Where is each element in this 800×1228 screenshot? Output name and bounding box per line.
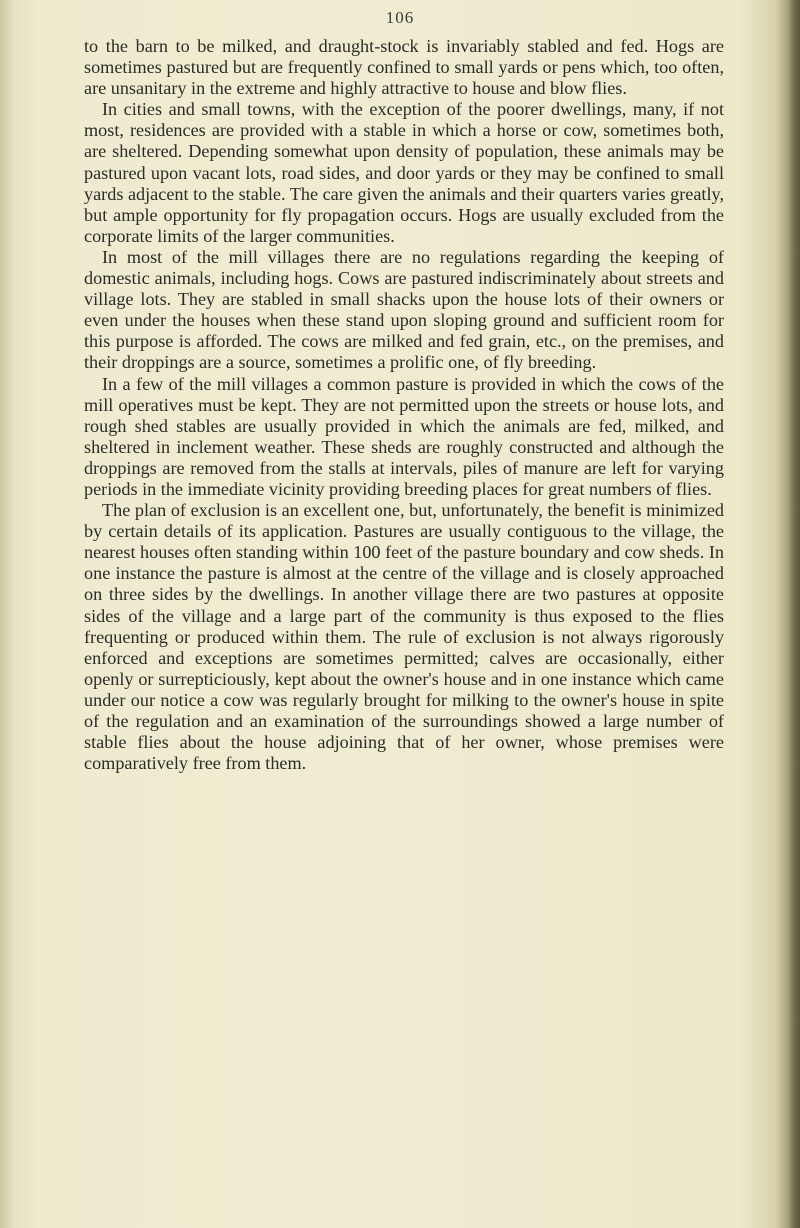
paragraph-exclusion-plan: The plan of exclusion is an excellent one, but, unfortunately, the benefit is minimized by certain details of its application. Pastures are usually contiguous to the village, the nearest houses often standing within 100 feet of the pasture boundary and cow sheds. In one instance the pasture is almost at the centre of the village and is closely approached on three sides by the dwellings. In another village there are two pastures at opposite sides of the village and a large part of the community is thus exposed to the flies frequenting or produced within them. The rule of exclusion is not always rigorously enforced and exceptions are sometimes permitted; calves are occasionally, either openly or surrepticiously, kept about the owner's house and in one instance which came under our notice a cow was regularly brought for milking to the owner's house in spite of the regulation and an examination of the surroundings showed a large number of stable flies about the house adjoining that of her owner, whose premises were comparatively free from them. [84,500,724,774]
paragraph-common-pasture: In a few of the mill villages a common pasture is provided in which the cows of the mill operatives must be kept. They are not permitted upon the streets or house lots, and rough shed stables are usually provided in which the animals are fed, milked, and sheltered in inclement weather. These sheds are roughly constructed and although the droppings are removed from the stalls at intervals, piles of manure are left for varying periods in the immediate vicinity providing breeding places for great numbers of flies. [84,373,724,499]
paragraph-continued: to the barn to be milked, and draught-stock is invariably stabled and fed. Hogs are sometimes pastured but are frequently confined to small yards or pens which, too often, are unsanitary in the extreme and highly attractive to house and blow flies. [84,36,724,99]
paragraph-cities-towns: In cities and small towns, with the exception of the poorer dwellings, many, if not most, residences are provided with a stable in which a horse or cow, sometimes both, are sheltered. Depending somewhat upon density of population, these animals may be pastured upon vacant lots, road sides, and door yards or they may be confined to small yards adjacent to the stable. The care given the animals and their quarters varies greatly, but ample opportunity for fly propagation occurs. Hogs are usually excluded from the corporate limits of the larger communities. [84,99,724,246]
paragraph-mill-villages: In most of the mill villages there are no regulations regarding the keeping of domestic animals, including hogs. Cows are pastured indiscriminately about streets and village lots. They are stabled in small shacks upon the house lots of their owners or even under the houses when these stand upon sloping ground and sufficient room for this purpose is afforded. The cows are milked and fed grain, etc., on the premises, and their droppings are a source, sometimes a prolific one, of fly breeding. [84,246,724,373]
page-left-shadow [0,0,14,1228]
body-text [84,36,724,774]
page-binding-shadow [788,0,800,1228]
page-number: 106 [385,8,415,27]
